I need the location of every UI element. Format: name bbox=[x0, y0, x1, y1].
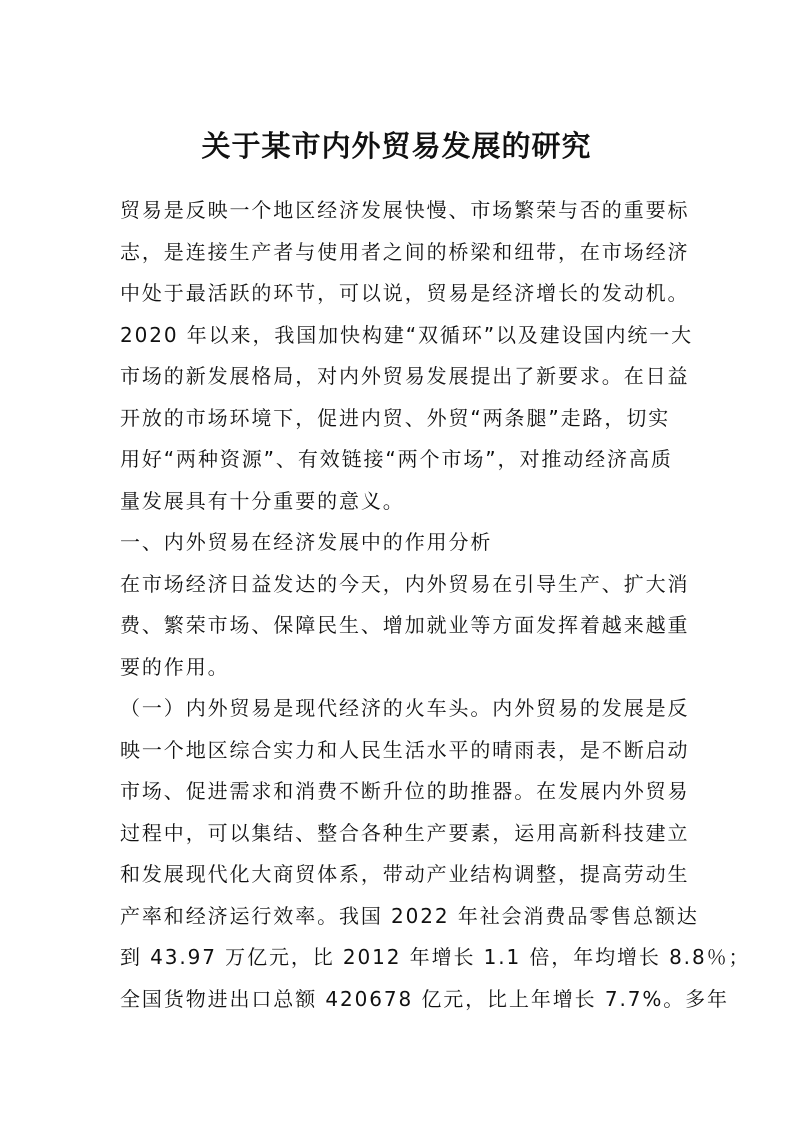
body-line: 映一个地区综合实力和人民生活水平的晴雨表，是不断启动 bbox=[120, 737, 690, 762]
body-line: 市场、促进需求和消费不断升位的助推器。在发展内外贸易 bbox=[120, 779, 690, 803]
body-line: （一）内外贸易是现代经济的火车头。内外贸易的发展是反 bbox=[120, 696, 690, 720]
body-line: 要的作用。 bbox=[120, 654, 230, 679]
body-line: 开放的市场环境下，促进内贸、外贸“两条腿”走路，切实 bbox=[120, 405, 671, 430]
body-line: 在市场经济日益发达的今天，内外贸易在引导生产、扩大消 bbox=[120, 571, 690, 596]
body-line: 贸易是反映一个地区经济发展快慢、市场繁荣与否的重要标 bbox=[120, 198, 690, 222]
body-line: 2020 年以来，我国加快构建“双循环”以及建设国内统一大 bbox=[120, 322, 694, 347]
body-line: 到 43.97 万亿元，比 2012 年增长 1.1 倍，年均增长 8.8％； bbox=[120, 945, 751, 969]
body-line: 和发展现代化大商贸体系，带动产业结构调整，提高劳动生 bbox=[120, 862, 690, 886]
body-line: 志，是连接生产者与使用者之间的桥梁和纽带，在市场经济 bbox=[120, 239, 690, 264]
body-line: 用好“两种资源”、有效链接“两个市场”，对推动经济高质 bbox=[120, 447, 673, 471]
body-line: 费、繁荣市场、保障民生、增加就业等方面发挥着越来越重 bbox=[120, 613, 690, 637]
document-body bbox=[120, 190, 751, 1020]
document-title: 关于某市内外贸易发展的研究 bbox=[201, 129, 592, 163]
body-line: 市场的新发展格局，对内外贸易发展提出了新要求。在日益 bbox=[120, 364, 690, 388]
body-line: 量发展具有十分重要的意义。 bbox=[120, 488, 405, 513]
body-line: 全国货物进出口总额 420678 亿元，比上年增长 7.7%。多年 bbox=[120, 986, 729, 1011]
body-line: 产率和经济运行效率。我国 2022 年社会消费品零售总额达 bbox=[120, 903, 699, 928]
body-line: 中处于最活跃的环节，可以说，贸易是经济增长的发动机。 bbox=[120, 281, 690, 305]
section-heading: 一、内外贸易在经济发展中的作用分析 bbox=[120, 530, 493, 554]
body-line: 过程中，可以集结、整合各种生产要素，运用高新科技建立 bbox=[120, 820, 690, 845]
